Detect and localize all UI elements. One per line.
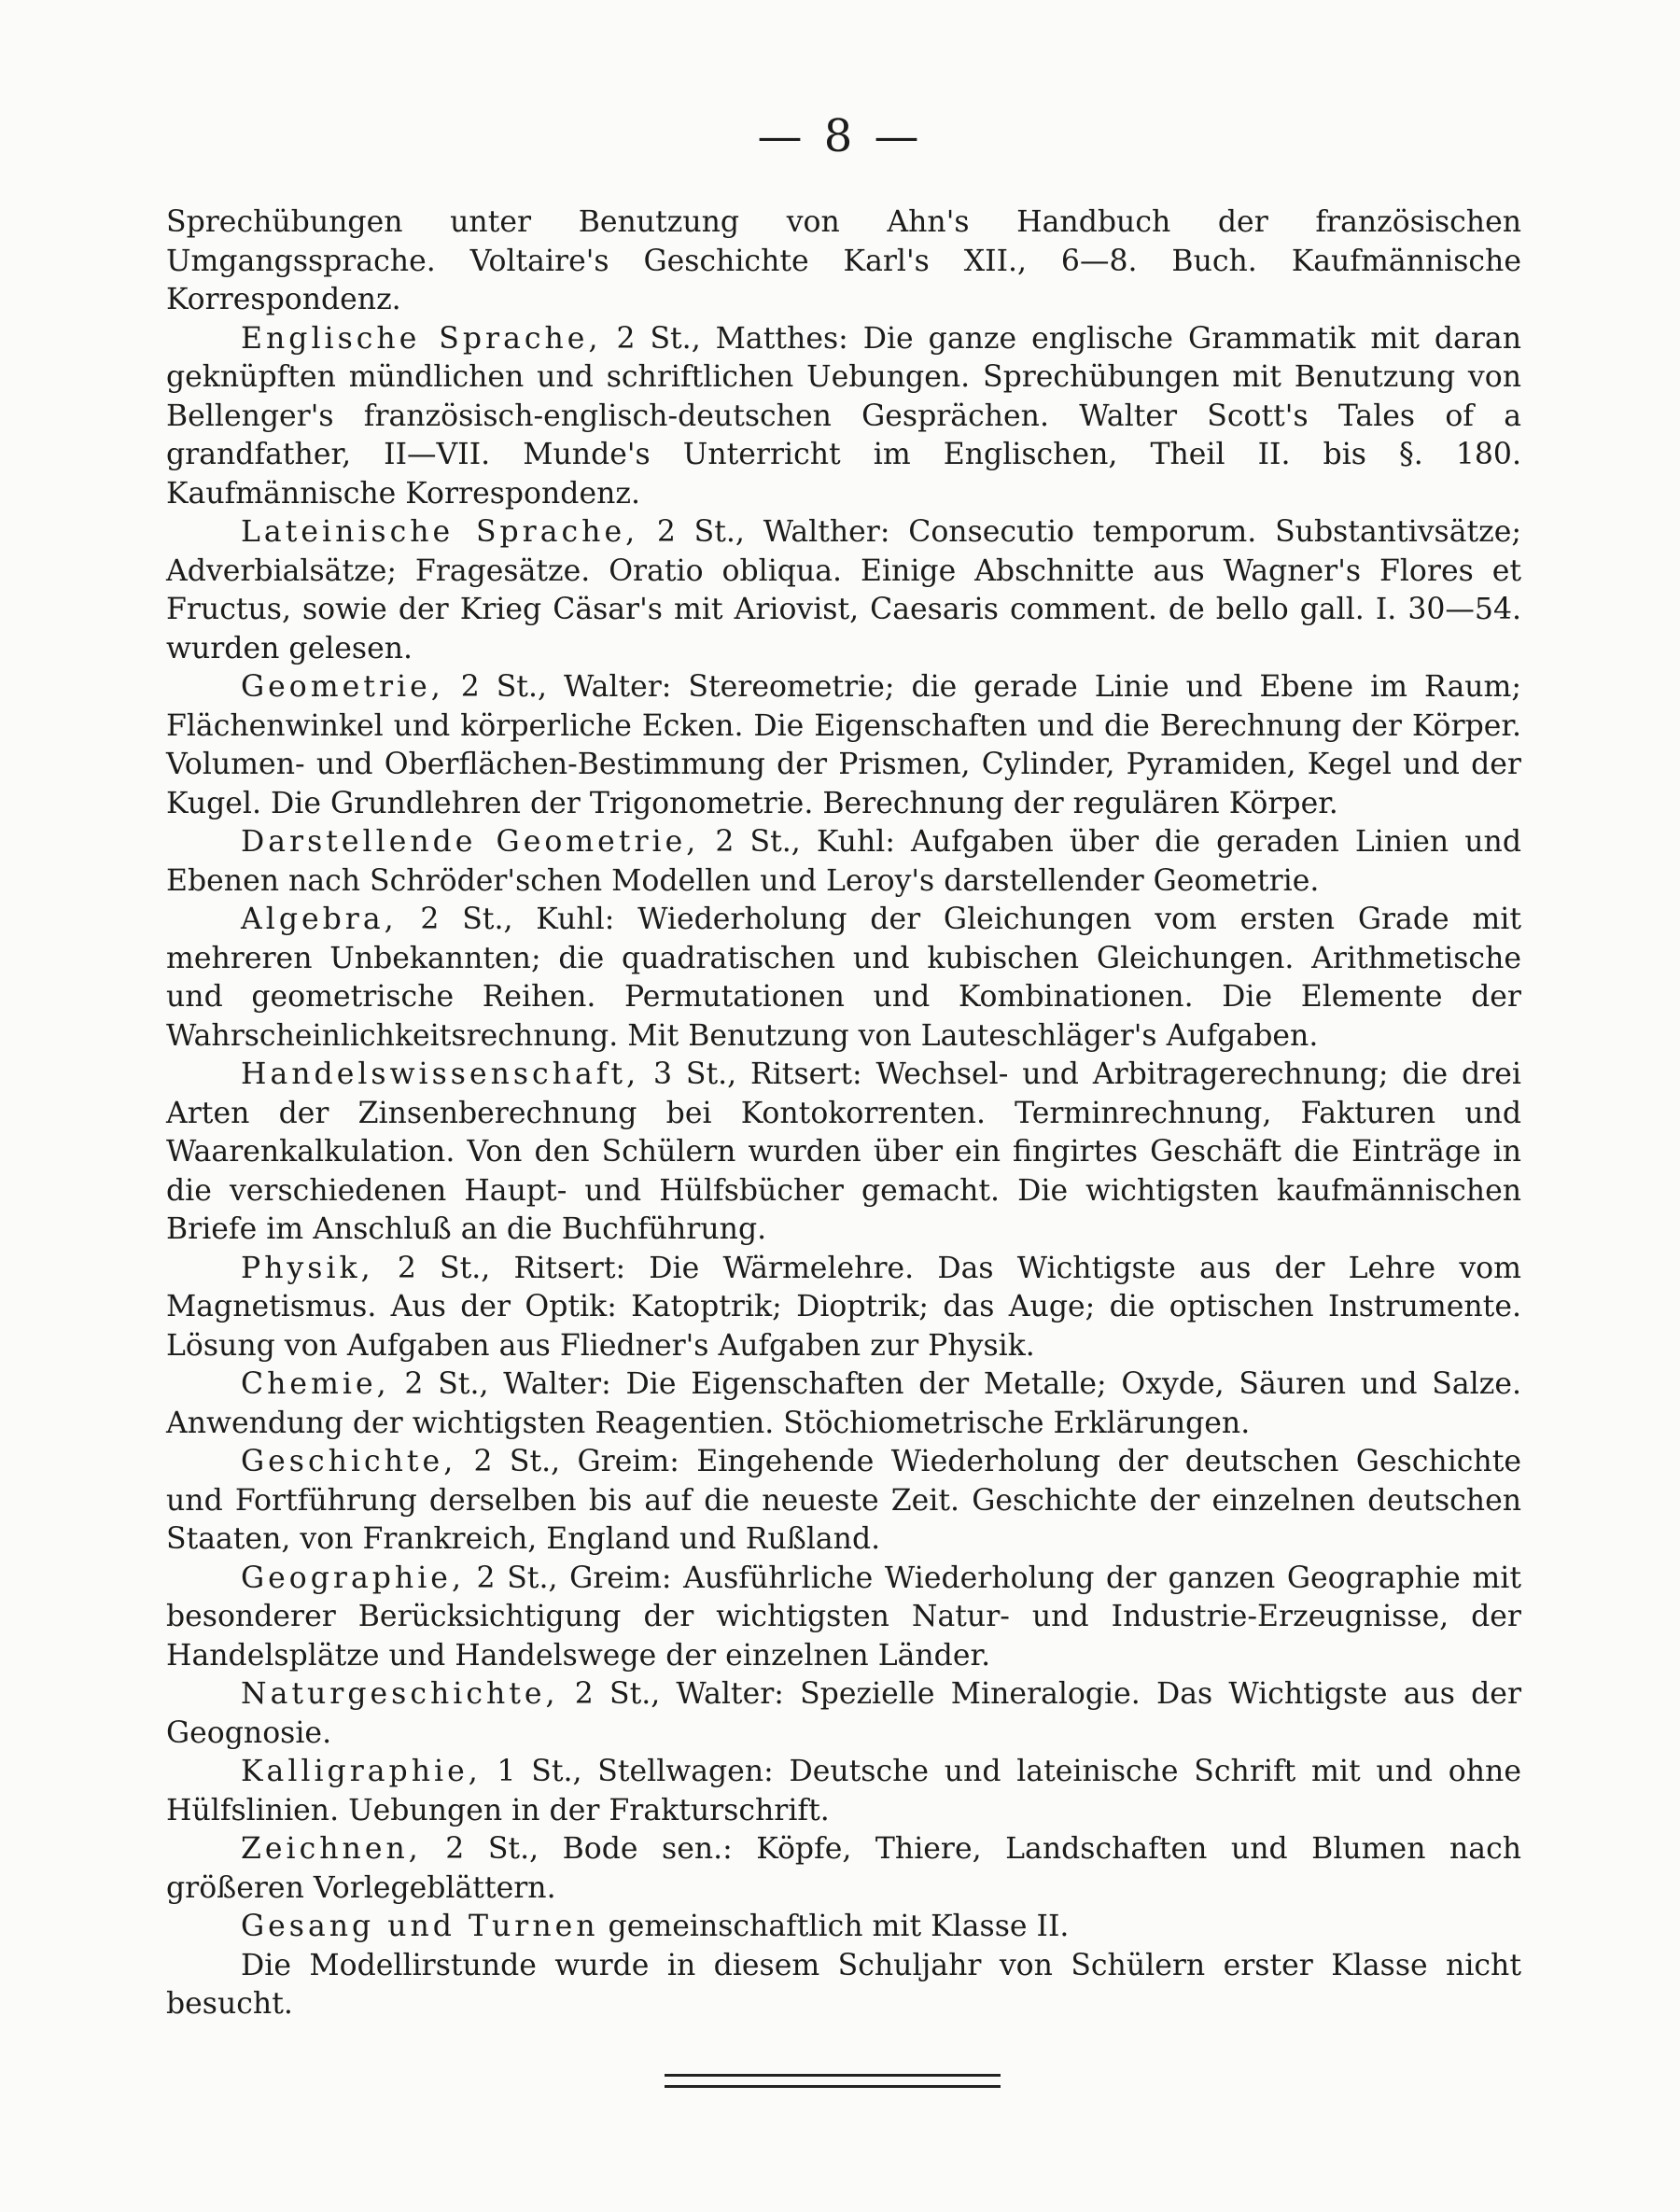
paragraph-history bbox=[166, 1443, 1521, 1560]
paragraph-text: 2 St., Bode sen.: Köpfe, Thiere, Landschaften und Blumen nach größeren Vorlegeblättern. bbox=[166, 1832, 1521, 1905]
paragraph-drawing bbox=[166, 1830, 1521, 1908]
paragraph-heading: Kalligraphie, bbox=[241, 1755, 482, 1788]
paragraph-text: 2 St., Kuhl: Aufgaben über die geraden Linien und Ebenen nach Schröder'schen Modellen und Leroy's darstellender Geometrie. bbox=[166, 825, 1522, 898]
paragraph-heading: Gesang und Turnen bbox=[241, 1910, 599, 1943]
paragraph-natural-history bbox=[166, 1675, 1521, 1753]
paragraph-text: 2 St., Walter: Die Eigenschaften der Metalle; Oxyde, Säuren und Salze. Anwendung der wichtigsten Reagentien. Stöchiometrische Erklärungen. bbox=[166, 1367, 1521, 1440]
paragraph-chemistry bbox=[166, 1365, 1521, 1443]
paragraph-singing-gymnastics bbox=[166, 1908, 1521, 1947]
paragraph-latin bbox=[166, 513, 1521, 668]
paragraph-text: 3 St., Ritsert: Wechsel- und Arbitragerechnung; die drei Arten der Zinsenberechnung bei Kontokorrenten. Terminrechnung, Fakturen und Waarenkalkulation. Von den Schülern wurden über ein fingirtes Geschäft die Einträge in die verschiedenen Haupt- und Hülfsbücher gemacht. Die wichtigsten kaufmännischen Briefe im Anschluß an die Buchführung. bbox=[166, 1057, 1521, 1246]
paragraph-english bbox=[166, 320, 1521, 514]
paragraph-descriptive-geometry bbox=[166, 823, 1521, 901]
paragraph-heading: Geographie, bbox=[241, 1561, 465, 1595]
paragraph-text: 1 St., Stellwagen: Deutsche und lateinische Schrift mit und ohne Hülfslinien. Uebungen in der Frakturschrift. bbox=[166, 1755, 1521, 1827]
paragraph-text: gemeinschaftlich mit Klasse II. bbox=[598, 1910, 1070, 1943]
paragraph-text: 2 St., Ritsert: Die Wärmelehre. Das Wichtigste aus der Lehre vom Magnetismus. Aus der Optik: Katoptrik; Dioptrik; das Auge; die optischen Instrumente. Lösung von Aufgaben aus Fliedner's Aufgaben zur Physik. bbox=[166, 1251, 1521, 1363]
paragraph-text: 2 St., Walther: Consecutio temporum. Substantivsätze; Adverbialsätze; Fragesätze. Oratio obliqua. Einige Abschnitte aus Wagner's Flores et Fructus, sowie der Krieg Cäsar's mit Ariovist, Caesaris comment. de bello gall. I. 30—54. wurden gelesen. bbox=[166, 515, 1521, 665]
page-number: — 8 — bbox=[757, 110, 923, 162]
paragraph-text: 2 St., Walter: Spezielle Mineralogie. Das Wichtigste aus der Geognosie. bbox=[166, 1677, 1521, 1750]
paragraph-geometry bbox=[166, 668, 1521, 823]
paragraph-geography bbox=[166, 1560, 1521, 1676]
paragraph-calligraphy bbox=[166, 1753, 1521, 1830]
paragraph-text: Die Modellirstunde wurde in diesem Schuljahr von Schülern erster Klasse nicht besucht. bbox=[166, 1948, 1521, 2021]
paragraph-heading: Geschichte, bbox=[241, 1445, 457, 1478]
paragraph-heading: Zeichnen, bbox=[241, 1832, 422, 1866]
paragraph-modelling bbox=[166, 1947, 1521, 2024]
paragraph-text: 2 St., Kuhl: Wiederholung der Gleichungen vom ersten Grade mit mehreren Unbekannten; die quadratischen und kubischen Gleichungen. Arithmetische und geometrische Reihen. Permutationen und Kombinationen. Die Elemente der Wahrscheinlichkeitsrechnung. Mit Benutzung von Lauteschläger's Aufgaben. bbox=[166, 903, 1521, 1053]
paragraph-heading: Naturgeschichte, bbox=[241, 1677, 559, 1711]
paragraph-heading: Handelswissenschaft, bbox=[241, 1057, 640, 1091]
body-text bbox=[166, 203, 1521, 2024]
paragraph-heading: Englische Sprache, bbox=[241, 321, 602, 356]
paragraph-continuation bbox=[166, 203, 1521, 320]
paragraph-commerce bbox=[166, 1056, 1521, 1250]
paragraph-heading: Darstellende Geometrie, bbox=[241, 825, 700, 859]
paragraph-heading: Lateinische Sprache, bbox=[241, 515, 639, 549]
paragraph-text: 2 St., Greim: Ausführliche Wiederholung der ganzen Geographie mit besonderer Berücksichtigung der wichtigsten Natur- und Industrie-Erzeugnisse, der Handelsplätze und Handelswege der einzelnen Länder. bbox=[166, 1561, 1521, 1673]
paragraph-text: Sprechübungen unter Benutzung von Ahn's Handbuch der französischen Umgangssprache. Voltaire's Geschichte Karl's XII., 6—8. Buch. Kaufmännische Korrespondenz. bbox=[166, 205, 1521, 316]
paragraph-heading: Chemie, bbox=[241, 1367, 390, 1401]
paragraph-heading: Geometrie, bbox=[241, 670, 444, 704]
paragraph-physics bbox=[166, 1250, 1521, 1366]
paragraph-text: 2 St., Walter: Stereometrie; die gerade Linie und Ebene im Raum; Flächenwinkel und körperliche Ecken. Die Eigenschaften und die Berechnung der Körper. Volumen- und Oberflächen-Bestimmung der Prismen, Cylinder, Pyramiden, Kegel und der Kugel. Die Grundlehren der Trigonometrie. Berechnung der regulären Körper. bbox=[166, 670, 1521, 820]
paragraph-heading: Algebra, bbox=[241, 903, 398, 936]
paragraph-text: 2 St., Matthes: Die ganze englische Grammatik mit daran geknüpften mündlichen und schriftlichen Uebungen. Sprechübungen mit Benutzung von Bellenger's französisch-englisch-deutschen Gesprächen. Walter Scott's Tales of a grandfather, II—VII. Munde's Unterricht im Englischen, Theil II. bis §. 180. Kaufmännische Korrespondenz. bbox=[166, 321, 1521, 511]
paragraph-heading: Physik, bbox=[241, 1251, 374, 1285]
paragraph-algebra bbox=[166, 901, 1521, 1056]
double-rule-divider bbox=[665, 2074, 1001, 2088]
paragraph-text: 2 St., Greim: Eingehende Wiederholung der deutschen Geschichte und Fortführung derselben bis auf die neueste Zeit. Geschichte der einzelnen deutschen Staaten, von Frankreich, England und Rußland. bbox=[166, 1445, 1521, 1556]
